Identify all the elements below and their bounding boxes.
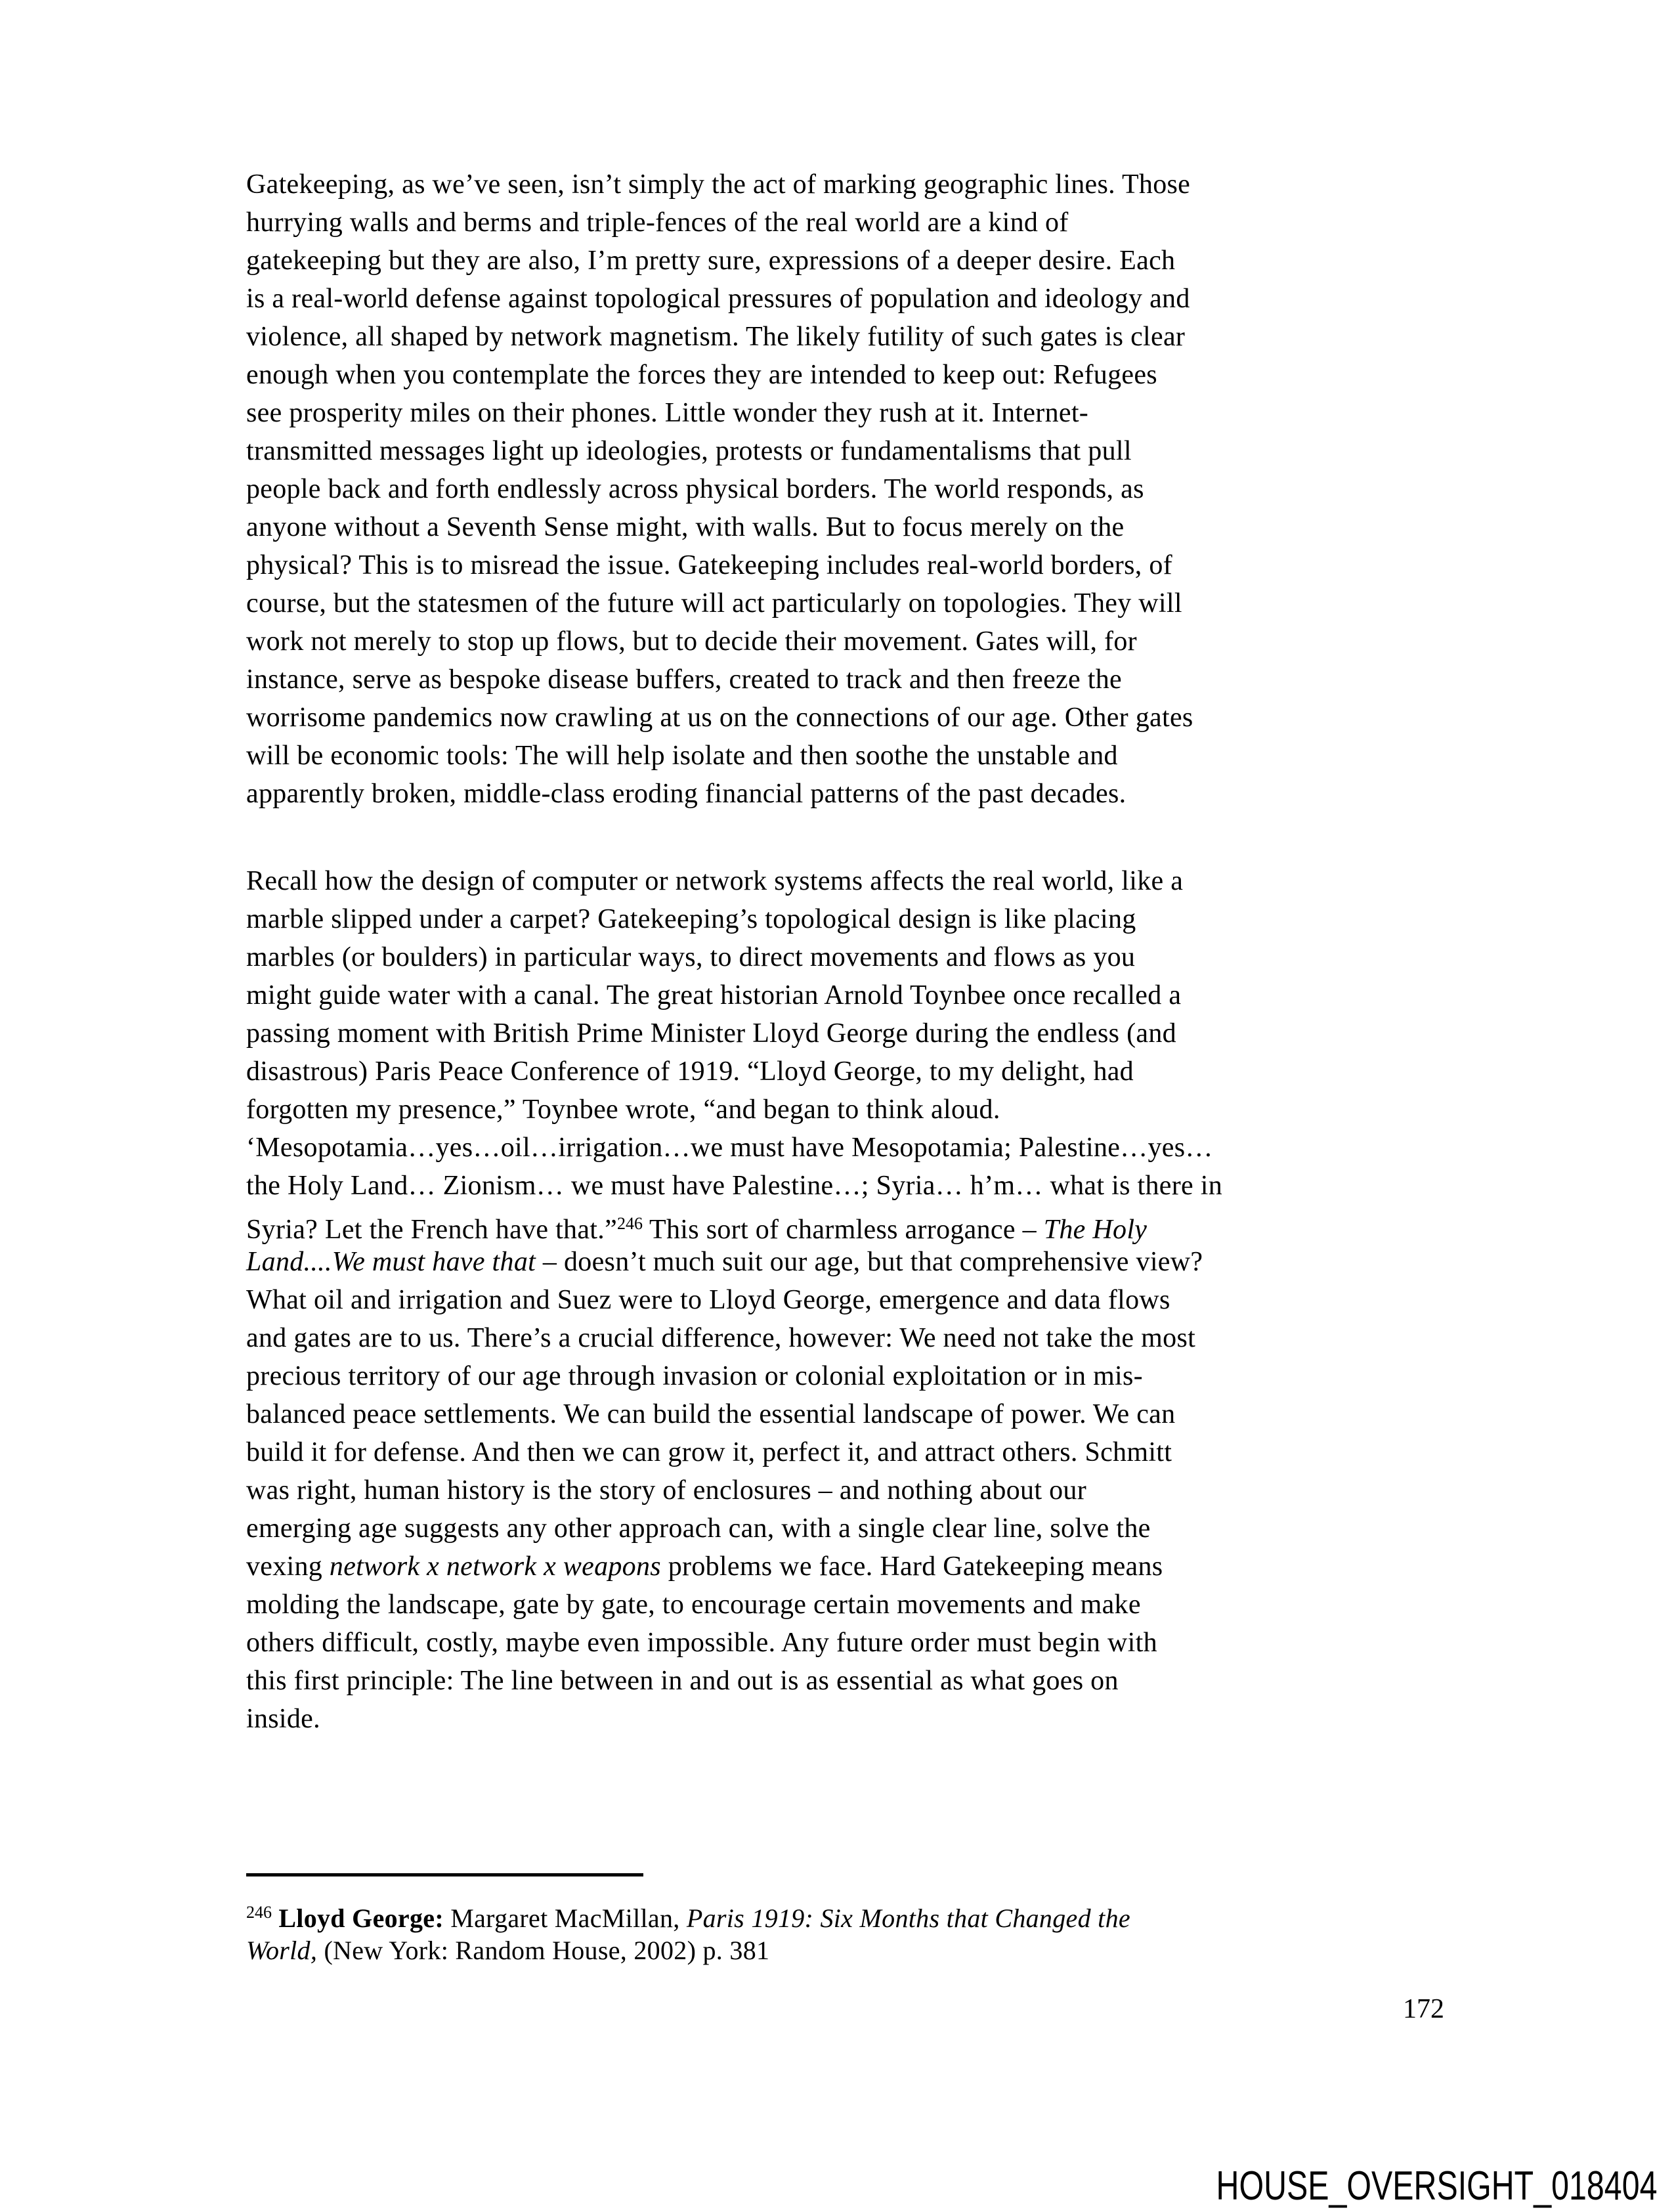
text-segment: Lloyd George: <box>278 1903 444 1933</box>
text-segment: ‘Mesopotamia…yes…oil…irrigation…we must have Mesopotamia; Palestine…yes… <box>246 1133 1213 1163</box>
text-line <box>246 1624 1222 1662</box>
text-line <box>246 1357 1222 1395</box>
text-line <box>246 394 1222 432</box>
text-segment: World, <box>246 1936 318 1965</box>
text-segment: transmitted messages light up ideologies, protests or fundamentalisms that pull <box>246 436 1132 466</box>
text-line <box>246 699 1222 737</box>
footnote-reference: 246 <box>617 1214 643 1233</box>
text-line <box>246 1014 1222 1052</box>
bates-stamp: HOUSE_OVERSIGHT_018404 <box>1216 2163 1657 2209</box>
text-segment: network x network x weapons <box>329 1551 661 1582</box>
text-line <box>246 1052 1222 1091</box>
paragraph-1 <box>246 165 1222 813</box>
text-segment: Syria? Let the French have that.” <box>246 1215 618 1245</box>
text-segment: inside. <box>246 1704 320 1734</box>
text-line <box>246 470 1222 508</box>
text-segment: problems we face. Hard Gatekeeping means <box>660 1551 1163 1582</box>
text-segment: disastrous) Paris Peace Conference of 1919. “Lloyd George, to my delight, had <box>246 1056 1134 1087</box>
text-segment: gatekeeping but they are also, I’m pretty sure, expressions of a deeper desire. Each <box>246 246 1176 276</box>
text-segment: balanced peace settlements. We can build the essential landscape of power. We can <box>246 1399 1176 1429</box>
text-segment: Recall how the design of computer or network systems affects the real world, like a <box>246 866 1184 896</box>
text-segment: Gatekeeping, as we’ve seen, isn’t simply the act of marking geographic lines. Those <box>246 169 1191 200</box>
text-line <box>246 862 1222 900</box>
text-segment: emerging age suggests any other approach can, with a single clear line, solve the <box>246 1513 1151 1544</box>
text-segment: Paris 1919: Six Months that Changed the <box>686 1903 1130 1933</box>
text-segment: this first principle: The line between in and out is as essential as what goes on <box>246 1666 1119 1696</box>
text-line <box>246 356 1222 394</box>
text-segment: enough when you contemplate the forces they are intended to keep out: Refugees <box>246 360 1157 390</box>
text-line <box>246 737 1222 775</box>
text-line <box>246 1281 1222 1319</box>
text-segment: course, but the statesmen of the future will act particularly on topologies. They will <box>246 588 1182 618</box>
page-number: 172 <box>1403 1994 1444 2024</box>
text-segment: people back and forth endlessly across physical borders. The world responds, as <box>246 474 1144 504</box>
text-line <box>246 1243 1222 1281</box>
text-segment: see prosperity miles on their phones. Little wonder they rush at it. Internet- <box>246 398 1089 428</box>
text-line <box>246 1509 1222 1548</box>
text-segment <box>272 1903 278 1933</box>
text-segment: molding the landscape, gate by gate, to encourage certain movements and make <box>246 1590 1141 1620</box>
text-line <box>246 546 1222 584</box>
text-segment: anyone without a Seventh Sense might, with walls. But to focus merely on the <box>246 512 1125 542</box>
text-line <box>246 775 1222 813</box>
text-segment: and gates are to us. There’s a crucial difference, however: We need not take the most <box>246 1323 1196 1353</box>
text-segment: marbles (or boulders) in particular ways, to direct movements and flows as you <box>246 942 1136 972</box>
text-segment: forgotten my presence,” Toynbee wrote, “and began to think aloud. <box>246 1095 1000 1125</box>
text-segment: might guide water with a canal. The great historian Arnold Toynbee once recalled a <box>246 980 1182 1010</box>
text-segment: apparently broken, middle-class eroding financial patterns of the past decades. <box>246 779 1127 809</box>
text-line <box>246 938 1222 976</box>
text-line <box>246 432 1222 470</box>
text-line <box>246 508 1222 546</box>
text-segment: others difficult, costly, maybe even impossible. Any future order must begin with <box>246 1628 1157 1658</box>
text-line <box>246 976 1222 1014</box>
text-segment: will be economic tools: The will help isolate and then soothe the unstable and <box>246 741 1118 771</box>
text-line <box>246 1471 1222 1509</box>
text-line <box>246 584 1222 622</box>
text-segment: passing moment with British Prime Minister Lloyd George during the endless (and <box>246 1018 1176 1049</box>
text-segment: (New York: Random House, 2002) p. 381 <box>317 1936 770 1965</box>
text-segment: instance, serve as bespoke disease buffers, created to track and then freeze the <box>246 664 1122 695</box>
text-line <box>246 1205 1222 1243</box>
text-line <box>246 1894 1130 1932</box>
text-segment: precious territory of our age through invasion or colonial exploitation or in mis- <box>246 1361 1143 1391</box>
text-line <box>246 1395 1222 1433</box>
text-segment: This sort of charmless arrogance – <box>643 1215 1044 1245</box>
text-line <box>246 1548 1222 1586</box>
text-line <box>246 900 1222 938</box>
footnote-separator <box>246 1873 643 1876</box>
text-line <box>246 1319 1222 1357</box>
text-line <box>246 280 1222 318</box>
text-segment: was right, human history is the story of enclosures – and nothing about our <box>246 1475 1086 1506</box>
text-segment: vexing <box>246 1551 330 1582</box>
text-segment: physical? This is to misread the issue. Gatekeeping includes real-world borders, of <box>246 550 1172 580</box>
text-segment: What oil and irrigation and Suez were to Lloyd George, emergence and data flows <box>246 1285 1170 1315</box>
text-line <box>246 1091 1222 1129</box>
text-segment: work not merely to stop up flows, but to decide their movement. Gates will, for <box>246 626 1137 657</box>
paragraph-2 <box>246 862 1222 1738</box>
text-line <box>246 1433 1222 1471</box>
text-line <box>246 242 1222 280</box>
text-line <box>246 1167 1222 1205</box>
footnote <box>246 1894 1130 1970</box>
footnote-reference: 246 <box>246 1903 272 1922</box>
text-segment: Land....We must have that <box>246 1247 536 1277</box>
text-line <box>246 1700 1222 1738</box>
text-line <box>246 1586 1222 1624</box>
text-line <box>246 661 1222 699</box>
text-line <box>246 165 1222 204</box>
text-segment: The Holy <box>1043 1215 1148 1245</box>
text-line <box>246 1129 1222 1167</box>
text-segment: Margaret MacMillan, <box>443 1903 687 1933</box>
text-segment: marble slipped under a carpet? Gatekeeping’s topological design is like placing <box>246 904 1136 934</box>
text-segment: hurrying walls and berms and triple-fences of the real world are a kind of <box>246 207 1069 238</box>
body-text <box>246 165 1222 1738</box>
text-line <box>246 622 1222 661</box>
text-segment: violence, all shaped by network magnetism. The likely futility of such gates is clear <box>246 322 1186 352</box>
text-line <box>246 318 1222 356</box>
text-segment: worrisome pandemics now crawling at us on the connections of our age. Other gates <box>246 703 1193 733</box>
text-segment: is a real-world defense against topological pressures of population and ideology and <box>246 284 1190 314</box>
text-segment: the Holy Land… Zionism… we must have Palestine…; Syria… h’m… what is there in <box>246 1171 1223 1201</box>
text-line <box>246 204 1222 242</box>
text-segment: build it for defense. And then we can grow it, perfect it, and attract others. Schmitt <box>246 1437 1172 1467</box>
text-line <box>246 1662 1222 1700</box>
text-line <box>246 1932 1130 1970</box>
text-segment: – doesn’t much suit our age, but that comprehensive view? <box>536 1247 1203 1277</box>
